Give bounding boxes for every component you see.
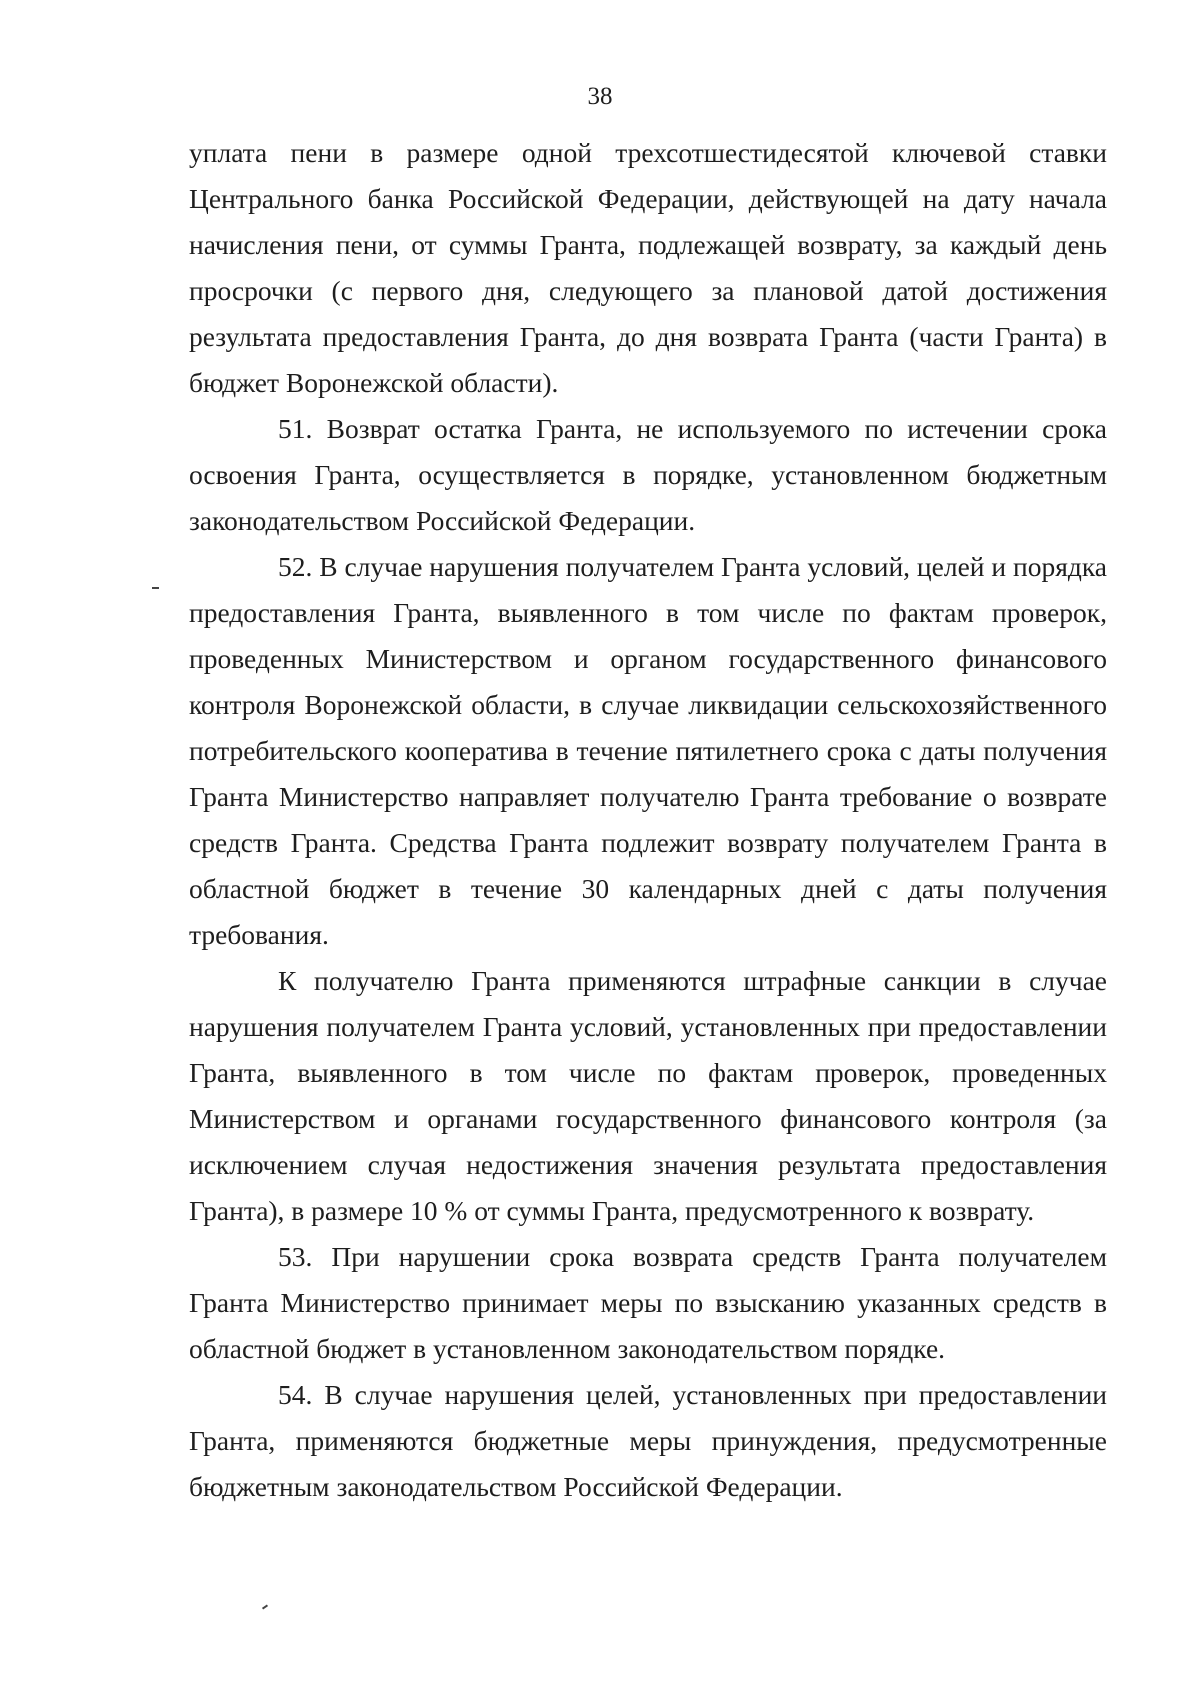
page-number: 38 <box>587 83 613 110</box>
scan-speck-mark <box>152 587 159 589</box>
paragraph-51: 51. Возврат остатка Гранта, не используемого по истечении срока освоения Гранта, осуществляется в порядке, установленном бюджетным законодательством Российской Федерации. <box>189 413 1107 536</box>
paragraph-fines: К получателю Гранта применяются штрафные санкции в случае нарушения получателем Гранта условий, установленных при предоставлении Гранта, выявленного в том числе по фактам проверок, проведенных Министерством и органами государственного финансового контроля (за исключением случая недостижения значения результата предоставления Гранта), в размере 10 % от суммы Гранта, предусмотренного к возврату. <box>189 965 1107 1226</box>
paragraph-53: 53. При нарушении срока возврата средств Гранта получателем Гранта Министерство принимает меры по взысканию указанных средств в областной бюджет в установленном законодательством порядке. <box>189 1241 1107 1364</box>
paragraph-penalty-continuation: уплата пени в размере одной трехсотшестидесятой ключевой ставки Центрального банка Российской Федерации, действующей на дату начала начисления пени, от суммы Гранта, подлежащей возврату, за каждый день просрочки (с первого дня, следующего за плановой датой достижения результата предоставления Гранта, до дня возврата Гранта (части Гранта) в бюджет Воронежской области). <box>189 137 1107 398</box>
paragraph-52: 52. В случае нарушения получателем Гранта условий, целей и порядка предоставления Гранта, выявленного в том числе по фактам проверок, проведенных Министерством и органом государственного финансового контроля Воронежской области, в случае ликвидации сельскохозяйственного потребительского кооператива в течение пятилетнего срока с даты получения Гранта Министерство направляет получателю Гранта требование о возврате средств Гранта. Средства Гранта подлежит возврату получателем Гранта в областной бюджет в течение 30 календарных дней с даты получения требования. <box>189 551 1107 950</box>
scan-speck-mark <box>262 1604 268 1609</box>
paragraph-54: 54. В случае нарушения целей, установленных при предоставлении Гранта, применяются бюджетные меры принуждения, предусмотренные бюджетным законодательством Российской Федерации. <box>189 1379 1107 1502</box>
document-body <box>189 130 1107 1510</box>
